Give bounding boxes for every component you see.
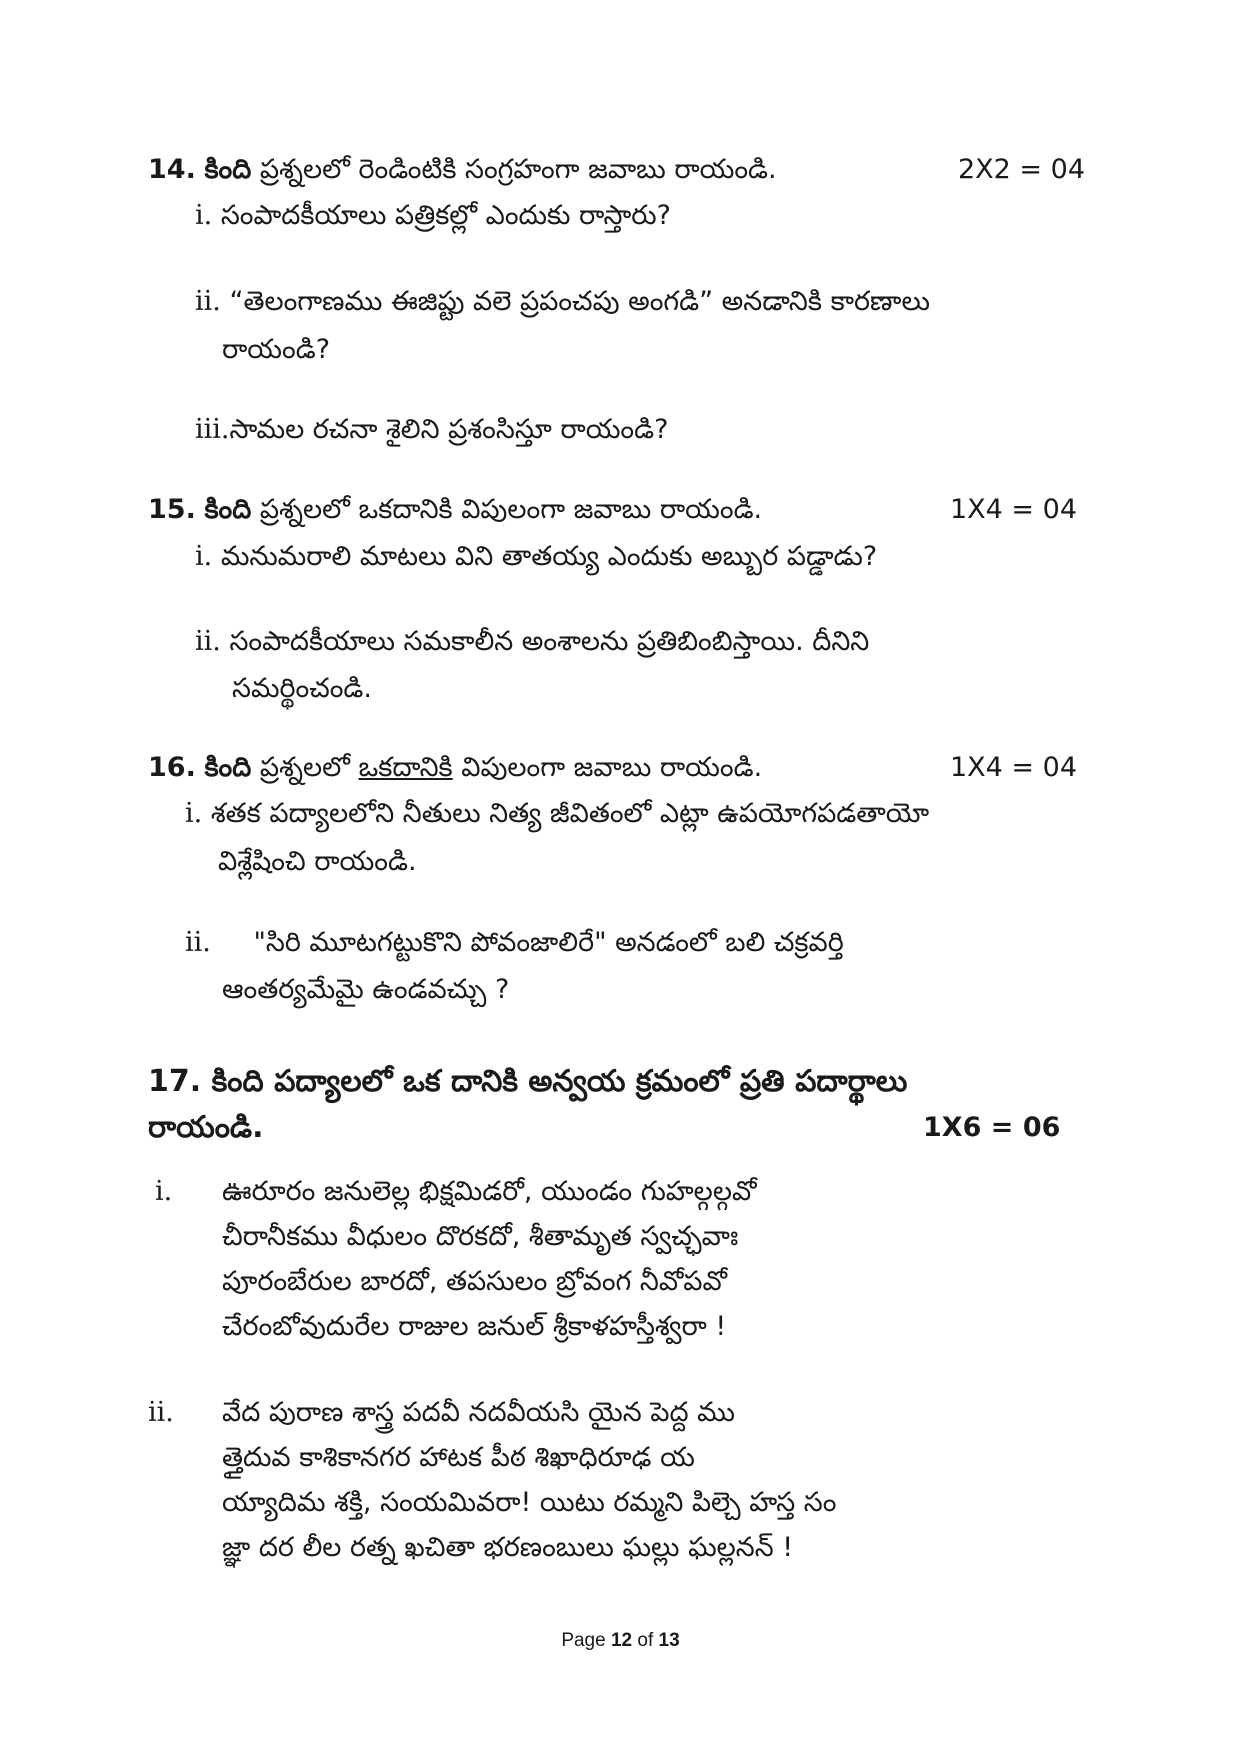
q14-item-2-text-line1: “తెలంగాణము ఈజిప్టు వలె ప్రపంచపు అంగడి” అనడానికి కారణాలు (229, 286, 930, 317)
q16-instruction-underlined: ఒకదానికి (358, 752, 453, 783)
q14-marks: 2X2 = 04 (958, 154, 1085, 185)
q16-marks: 1X4 = 04 (950, 752, 1077, 783)
q15-item-1 (195, 537, 877, 577)
q15-item-2-text-line1: సంపాదకీయాలు సమకాలీన అంశాలను ప్రతిబింబిస్తాయి. దీనిని (229, 626, 870, 657)
q16-instruction-post: విపులంగా జవాబు రాయండి. (461, 752, 763, 783)
q16-item-1-text-line1: శతక పద్యాలలోని నీతులు నిత్య జీవితంలో ఎట్లా ఉపయోగపడతాయో (210, 798, 930, 829)
q15-item-2-label: ii. (195, 626, 221, 657)
q14-keyword: కింది (204, 154, 252, 185)
q14-instruction: ప్రశ్నలలో రెండింటికి సంగ్రహంగా జవాబు రాయండి. (259, 154, 777, 185)
q17-marks: 1X6 = 06 (923, 1112, 1061, 1143)
footer-page-word: Page (561, 1630, 606, 1651)
q17-poem-1-label: i. (155, 1176, 173, 1207)
q16-heading (148, 748, 762, 788)
q17-poem-2-line-3: య్యాదిమ శక్తి, సంయమివరా! యిటు రమ్మని పిల్చె హస్త సం (222, 1487, 837, 1518)
q17-poem-2-line-2: త్తైదువ కాశికానగర హాటక పీఠ శిఖాధిరూఢ య (222, 1442, 695, 1473)
q17-poem-2-line-4: జ్ఞా దర లీల రత్న ఖచితా భరణంబులు ఘల్లు ఘల్లనన్ ! (222, 1532, 794, 1563)
q14-item-2-text-line2: రాయండి? (222, 334, 331, 365)
q17-poem-1-line-4: చేరంబోవుదురేల రాజుల జనుల్ శ్రీకాళహస్తీశ్వరా ! (222, 1311, 727, 1342)
q15-item-2 (195, 622, 869, 662)
q14-item-1-label: i. (195, 200, 213, 231)
q15-item-1-text: మనుమరాలి మాటలు విని తాతయ్య ఎందుకు అబ్బుర పడ్డాడు? (220, 541, 878, 572)
q16-item-1-text-line2: విశ్లేషించి రాయండి. (218, 846, 417, 877)
q15-item-1-label: i. (195, 541, 213, 572)
q14-item-1-text: సంపాదకీయాలు పత్రికల్లో ఎందుకు రాస్తారు? (220, 200, 671, 231)
q16-item-1-label: i. (185, 798, 203, 829)
q14-item-1 (195, 196, 671, 236)
q16-item-1 (185, 794, 929, 834)
q15-item-2-text-line2: సమర్థించండి. (232, 673, 372, 704)
q15-heading (148, 490, 762, 530)
q14-item-3-text: సామల రచనా శైలిని ప్రశంసిస్తూ రాయండి? (229, 414, 669, 445)
q15-instruction: ప్రశ్నలలో ఒకదానికి విపులంగా జవాబు రాయండి. (259, 494, 763, 525)
q14-item-3 (195, 410, 668, 450)
q17-poem-1-line-3: పూరంబేరుల బారదో, తపసులం బ్రోవంగ నీవోపవో (222, 1266, 727, 1297)
footer-of-word: of (637, 1630, 654, 1651)
footer-total-pages: 13 (658, 1630, 680, 1651)
q14-heading (148, 150, 777, 190)
q14-item-2-label: ii. (195, 286, 221, 317)
q15-keyword: కింది (204, 494, 252, 525)
q16-instruction-pre: ప్రశ్నలలో (259, 752, 350, 783)
q14-item-2 (195, 282, 1125, 322)
q16-keyword: కింది (204, 752, 252, 783)
q16-item-2-label: ii. (185, 927, 211, 958)
q17-poem-1-line-2: చీరానీకము వీధులం దొరకదో, శీతామృత స్వచ్ఛవాః (222, 1221, 739, 1252)
footer-current-page: 12 (610, 1630, 633, 1651)
q17-instruction-line2: రాయండి. (148, 1110, 264, 1145)
q16-item-2-text-line1: "సిరి మూటగట్టుకొని పోవంజాలిరే" అనడంలో బలి చక్రవర్తి (253, 927, 844, 958)
q15-marks: 1X4 = 04 (950, 494, 1077, 525)
page-footer (0, 1630, 1241, 1652)
q17-poem-2-line-1: వేద పురాణ శాస్త్ర పదవీ నదవీయసి యైన పెద్ద ము (222, 1397, 736, 1428)
q16-item-2-text-line2: ఆంతర్యమేమై ఉండవచ్చు ? (222, 974, 510, 1005)
q14-item-3-label: iii. (195, 414, 230, 445)
q16-number: 16. (148, 752, 196, 783)
q16-item-2 (185, 923, 844, 963)
q15-number: 15. (148, 494, 196, 525)
q17-poem-2-label: ii. (148, 1397, 174, 1428)
q17-poem-1-line-1: ఊరూరం జనులెల్ల భిక్షమిడరో, యుండం గుహల్గల్గవో (222, 1176, 757, 1207)
q14-number: 14. (148, 154, 196, 185)
q17-number: 17. (148, 1064, 202, 1099)
q17-heading (148, 1062, 907, 1102)
q17-instruction-line1: కింది పద్యాలలో ఒక దానికి అన్వయ క్రమంలో ప్రతి పదార్థాలు (211, 1064, 908, 1099)
